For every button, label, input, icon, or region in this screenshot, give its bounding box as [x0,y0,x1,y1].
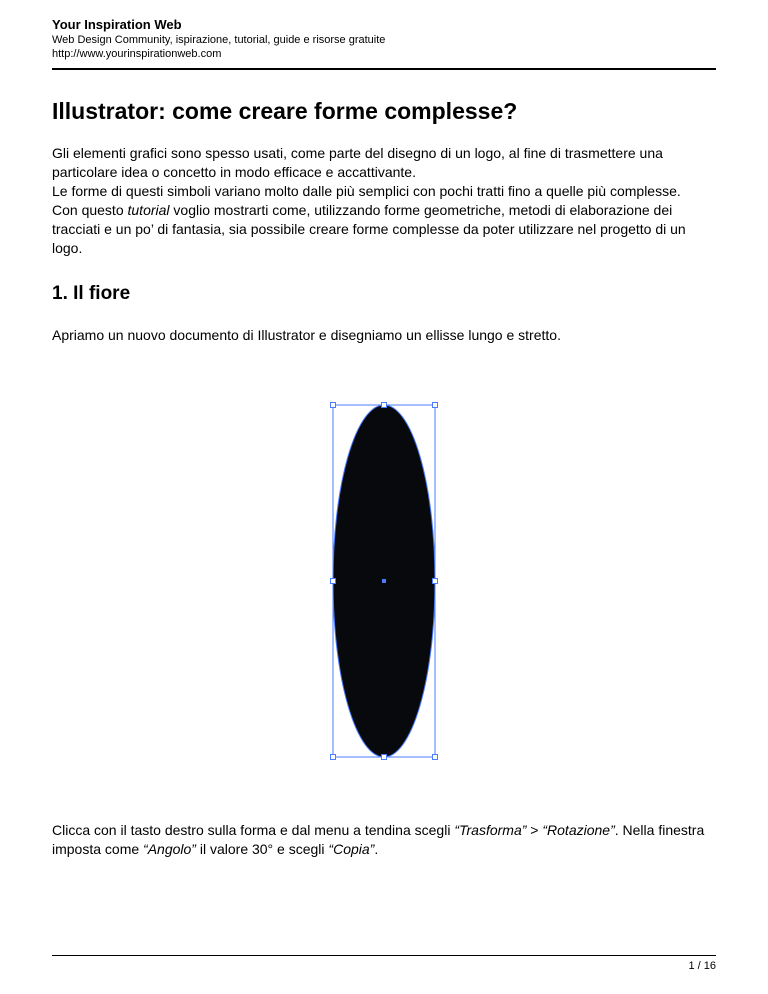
site-url[interactable]: http://www.yourinspirationweb.com [52,48,222,60]
menu-path-transform: “Trasforma” [454,822,527,838]
article-title: Illustrator: come creare forme complesse? [52,98,518,124]
handle-bottom-right [433,755,438,760]
intro-emphasis: tutorial [127,202,170,218]
handle-top-right [433,403,438,408]
section-title: 1. Il fiore [52,283,131,304]
intro-text-part: voglio mostrarti come, utilizzando forme geometriche, metodi di elaborazione dei tracciati e un po’ di fantasia, sia possibile creare forme complesse da poter utilizzare nel progetto di un logo. [52,202,686,256]
page-header [52,16,716,61]
handle-bottom-center [382,755,387,760]
site-name: Your Inspiration Web [52,17,182,32]
section-paragraph-2 [52,821,716,859]
handle-middle-left [331,579,336,584]
handle-middle-right [433,579,438,584]
ellipse-illustration [330,402,440,762]
field-angle: “Angolo” [143,841,196,857]
page-number: 1 / 16 [688,960,716,972]
text-part: Clicca con il tasto destro sulla forma e dal menu a tendina scegli [52,822,455,838]
section-paragraph-1: Apriamo un nuovo documento di Illustrator e disegniamo un ellisse lungo e stretto. [52,327,561,343]
header-divider [52,68,716,70]
article-body [52,96,716,345]
site-tagline: Web Design Community, ispirazione, tutorial, guide e risorse gratuite [52,34,386,46]
text-part: . Nella finestra imposta come [52,822,705,857]
intro-section [52,144,716,258]
text-part: . [374,841,379,857]
selected-ellipse-graphic [330,402,440,762]
text-part: il valore 30° e scegli [195,841,329,857]
center-point [382,579,386,583]
instruction-block [52,821,716,859]
intro-paragraph-2: Le forme di questi simboli variano molto dalle più semplici con pochi tratti fino a quelle più complesse. [52,183,681,199]
text-part: > [526,822,543,838]
intro-paragraph-1: Gli elementi grafici sono spesso usati, come parte del disegno di un logo, al fine di trasmettere una particolare idea o concetto in modo efficace e accattivante. [52,145,663,180]
handle-top-center [382,403,387,408]
intro-paragraph-3 [52,201,716,258]
footer-divider [52,955,716,956]
menu-path-rotation: “Rotazione” [542,822,615,838]
handle-top-left [331,403,336,408]
button-copy: “Copia” [328,841,375,857]
intro-text-part: Con questo [52,202,128,218]
handle-bottom-left [331,755,336,760]
